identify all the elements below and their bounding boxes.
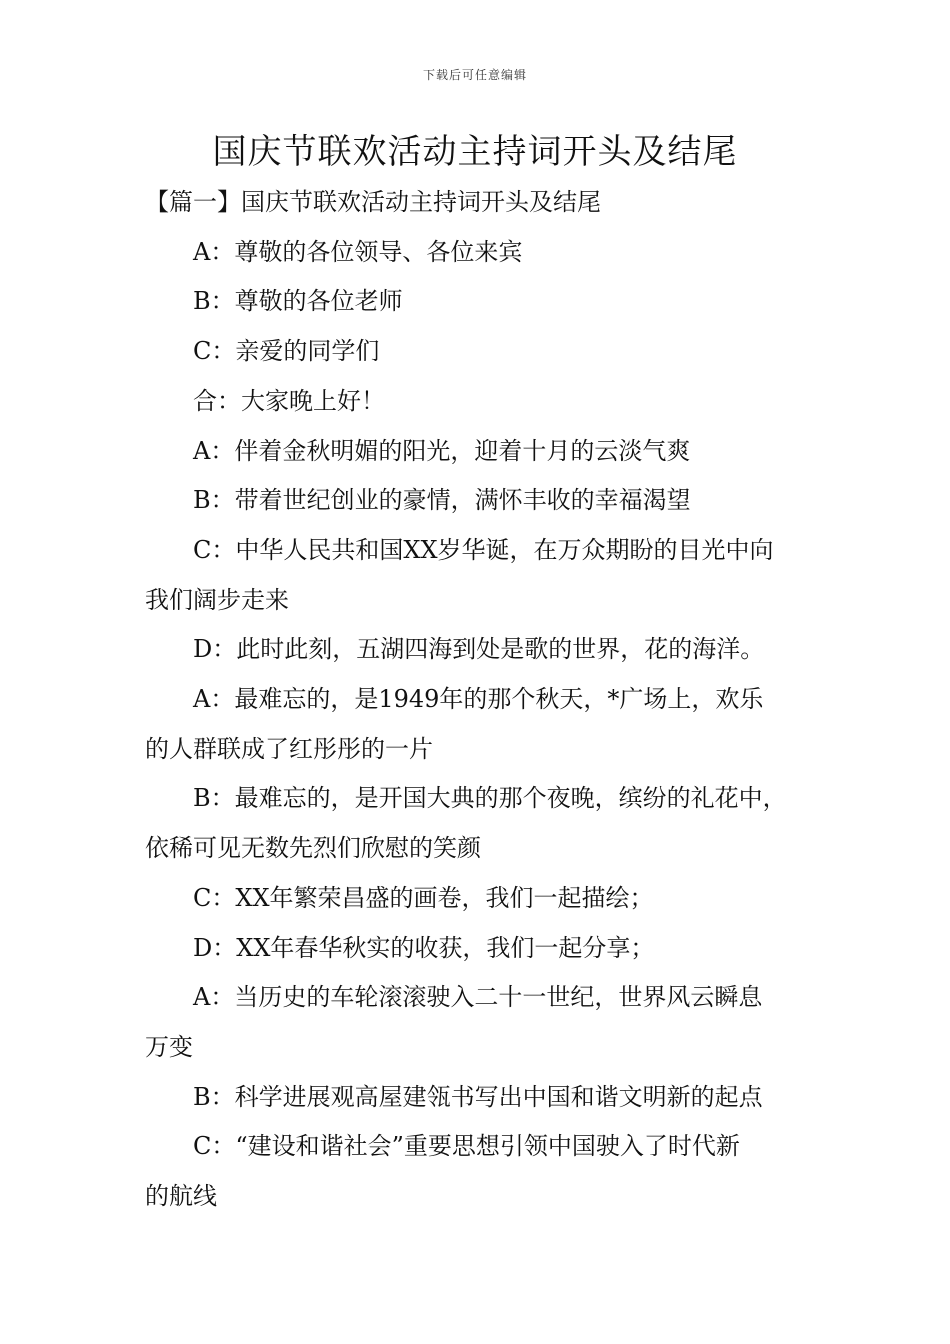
document-title: 国庆节联欢活动主持词开头及结尾 [212,132,738,172]
text-line: 万变 [145,1032,193,1061]
text-line: 合：大家晚上好！ [145,386,385,415]
section-heading: 【篇一】国庆节联欢活动主持词开头及结尾 [145,188,601,216]
text-line: A：当历史的车轮滚滚驶入二十一世纪，世界风云瞬息 [145,983,763,1012]
text-line: B：最难忘的，是开国大典的那个夜晚，缤纷的礼花中， [145,784,787,813]
text-line: C：亲爱的同学们 [145,337,380,366]
text-line: 的航线 [145,1182,217,1211]
header-note: 下载后可任意编辑 [422,68,527,82]
document-body [145,178,825,1222]
text-line: C：XX年繁荣昌盛的画卷，我们一起描绘； [145,883,654,912]
text-line: D：此时此刻，五湖四海到处是歌的世界，花的海洋。 [145,635,765,664]
text-line: 我们阔步走来 [145,585,289,614]
text-line: 的人群联成了红彤彤的一片 [145,734,433,763]
text-line: C：中华人民共和国XX岁华诞，在万众期盼的目光中向 [145,535,774,564]
text-line: B：带着世纪创业的豪情，满怀丰收的幸福渴望 [145,486,691,515]
text-line: B：科学进展观高屋建瓴书写出中国和谐文明新的起点 [145,1082,763,1111]
text-line: A：最难忘的，是1949年的那个秋天，*广场上，欢乐 [145,685,764,714]
text-line: A：尊敬的各位领导、各位来宾 [145,237,523,266]
text-line: 依稀可见无数先烈们欣慰的笑颜 [145,834,481,863]
text-line: B：尊敬的各位老师 [145,287,403,316]
text-line: A：伴着金秋明媚的阳光，迎着十月的云淡气爽 [145,436,691,465]
text-line: D：XX年春华秋实的收获，我们一起分享； [145,933,655,962]
text-line: C：“建设和谐社会”重要思想引领中国驶入了时代新 [145,1132,740,1161]
